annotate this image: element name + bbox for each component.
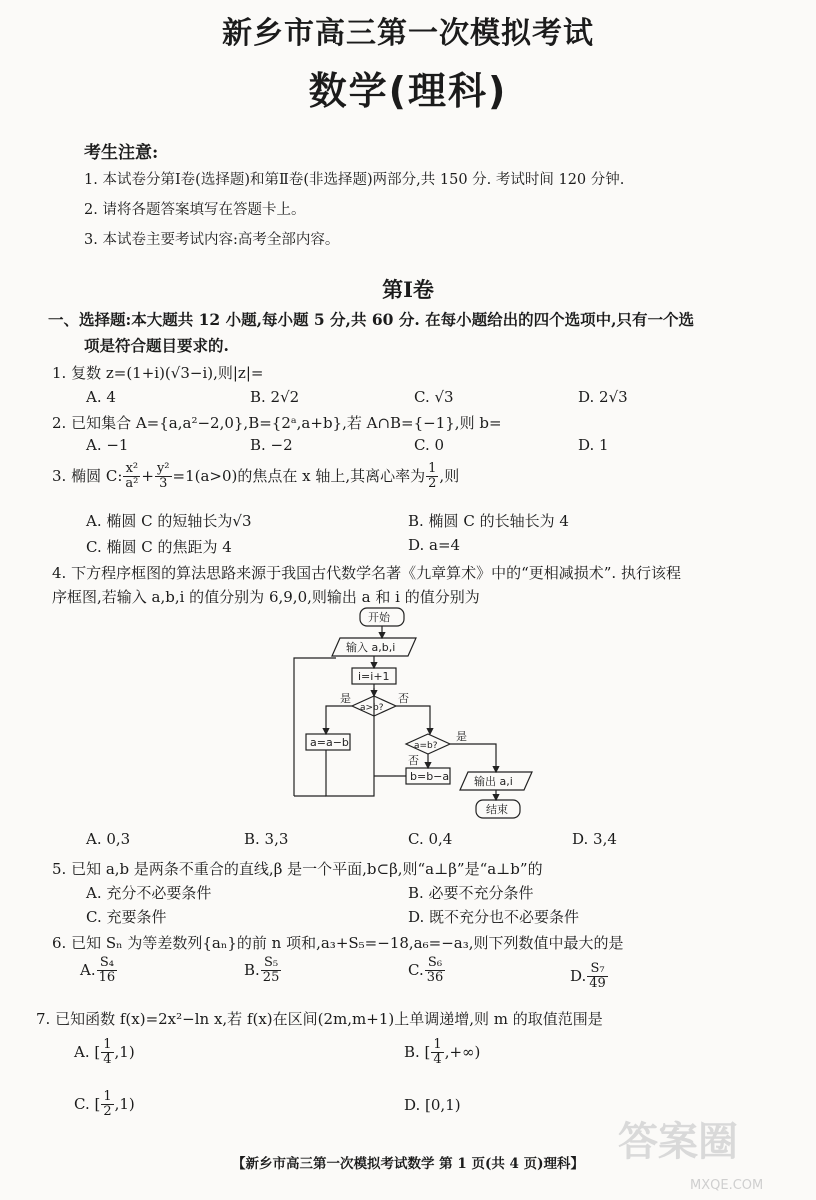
q5-option-c: C. 充要条件 — [86, 908, 167, 926]
watermark-logo: 答案圈 — [618, 1119, 738, 1165]
flow-condition-2-label: a=b? — [414, 741, 438, 751]
q3-plus: + — [141, 466, 154, 485]
q1-option-b: B. 2√2 — [250, 388, 300, 406]
q6-option-c: C. $\frac{\text{S₆}}{36}$ — [408, 955, 444, 986]
q1-option-a: A. 4 — [86, 388, 116, 406]
q3-frac-e: $\frac{1}{2}$ — [428, 461, 437, 492]
q5-option-d: D. 既不充分也不必要条件 — [408, 908, 580, 926]
q2-option-b: B. −2 — [250, 436, 293, 454]
flow-yes-label-2: 是 — [456, 730, 467, 743]
notice-title: 考生注意: — [84, 143, 159, 163]
q2-option-c: C. 0 — [414, 436, 445, 454]
q3-option-b: B. 椭圆 C 的长轴长为 4 — [408, 512, 569, 530]
section-title: 第Ⅰ卷 — [382, 277, 434, 302]
q6-stem: 6. 已知 Sₙ 为等差数列{aₙ}的前 n 项和,a₃+S₅=−18,a₆=−a₃,则下列数值中最大的是 — [52, 934, 624, 952]
q3-stem-mid: =1(a>0)的焦点在 x 轴上,其离心率为 — [172, 466, 426, 485]
flow-no-label-1: 否 — [398, 692, 409, 705]
flow-start-label: 开始 — [368, 611, 390, 624]
exam-subject: 数学(理科) — [308, 69, 508, 113]
exam-title: 新乡市高三第一次模拟考试 — [222, 16, 594, 51]
flow-end-label: 结束 — [486, 803, 508, 816]
q4-option-c: C. 0,4 — [408, 830, 453, 848]
q7-option-a: A. [ $\frac{1}{4}$ ,1) — [74, 1037, 135, 1068]
q4-stem-line-2: 序框图,若输入 a,b,i 的值分别为 6,9,0,则输出 a 和 i 的值分别为 — [52, 588, 480, 606]
q7-option-b: B. [ $\frac{1}{4}$ ,+∞) — [404, 1037, 481, 1068]
q3-frac-x: $\frac{\text{x²}}{\text{a²}}$ — [125, 461, 139, 492]
flow-output-label: 输出 a,i — [474, 775, 513, 788]
flow-no-label-2: 否 — [408, 754, 419, 767]
q3-frac-y: $\frac{\text{y²}}{3}$ — [156, 461, 170, 492]
q6-option-d: D. $\frac{\text{S₇}}{49}$ — [570, 961, 606, 992]
watermark-url: MXQE.COM — [690, 1178, 764, 1193]
q1-stem: 1. 复数 z=(1+i)(√3−i),则|z|= — [52, 364, 264, 382]
q3-stem — [52, 462, 459, 492]
notice-item-2: 2. 请将各题答案填写在答题卡上。 — [84, 202, 306, 218]
q3-stem-pre: 3. 椭圆 C: — [52, 466, 123, 485]
q2-stem: 2. 已知集合 A={a,a²−2,0},B={2ᵃ,a+b},若 A∩B={−1},则 b= — [52, 414, 502, 432]
q4-option-b: B. 3,3 — [244, 830, 289, 848]
notice-item-3: 3. 本试卷主要考试内容:高考全部内容。 — [84, 232, 340, 248]
flow-assign-a-label: a=a−b — [310, 736, 349, 749]
flow-input-label: 输入 a,b,i — [346, 641, 396, 654]
q1-option-d: D. 2√3 — [578, 388, 628, 406]
q6-option-b: B. $\frac{\text{S₅}}{25}$ — [244, 955, 280, 986]
q4-flowchart — [280, 606, 550, 828]
flow-condition-1-label: a>b? — [360, 703, 384, 713]
q3-stem-post: ,则 — [439, 466, 460, 485]
flow-yes-label-1: 是 — [340, 692, 351, 705]
q5-stem: 5. 已知 a,b 是两条不重合的直线,β 是一个平面,b⊂β,则“a⊥β”是“a⊥b”的 — [52, 860, 543, 878]
q6-option-a: A. $\frac{\text{S₄}}{16}$ — [80, 955, 116, 986]
notice-item-1: 1. 本试卷分第Ⅰ卷(选择题)和第Ⅱ卷(非选择题)两部分,共 150 分. 考试时间 120 分钟. — [84, 172, 625, 188]
page-footer: 【新乡市高三第一次模拟考试数学 第 1 页(共 4 页)理科】 — [231, 1156, 585, 1172]
q4-option-a: A. 0,3 — [86, 830, 131, 848]
q3-option-a: A. 椭圆 C 的短轴长为√3 — [86, 512, 252, 530]
flow-increment-label: i=i+1 — [358, 670, 390, 683]
q5-option-b: B. 必要不充分条件 — [408, 884, 534, 902]
q3-option-c: C. 椭圆 C 的焦距为 4 — [86, 538, 232, 556]
instruction-line-2: 项是符合题目要求的. — [84, 336, 229, 355]
q4-stem-line-1: 4. 下方程序框图的算法思路来源于我国古代数学名著《九章算术》中的“更相减损术”. 执行该程 — [52, 564, 681, 582]
q4-option-d: D. 3,4 — [572, 830, 617, 848]
q1-option-c: C. √3 — [414, 388, 454, 406]
q7-option-d: D. [0,1) — [404, 1096, 461, 1114]
q2-option-a: A. −1 — [86, 436, 129, 454]
q7-option-c: C. [ $\frac{1}{2}$ ,1) — [74, 1089, 135, 1120]
instruction-line-1: 一、选择题:本大题共 12 小题,每小题 5 分,共 60 分. 在每小题给出的四个选项中,只有一个选 — [48, 310, 695, 329]
flow-assign-b-label: b=b−a — [410, 770, 450, 783]
q7-stem: 7. 已知函数 f(x)=2x²−ln x,若 f(x)在区间(2m,m+1)上单调递增,则 m 的取值范围是 — [36, 1010, 603, 1028]
q3-option-d: D. a=4 — [408, 536, 461, 554]
q5-option-a: A. 充分不必要条件 — [86, 884, 212, 902]
q2-option-d: D. 1 — [578, 436, 609, 454]
